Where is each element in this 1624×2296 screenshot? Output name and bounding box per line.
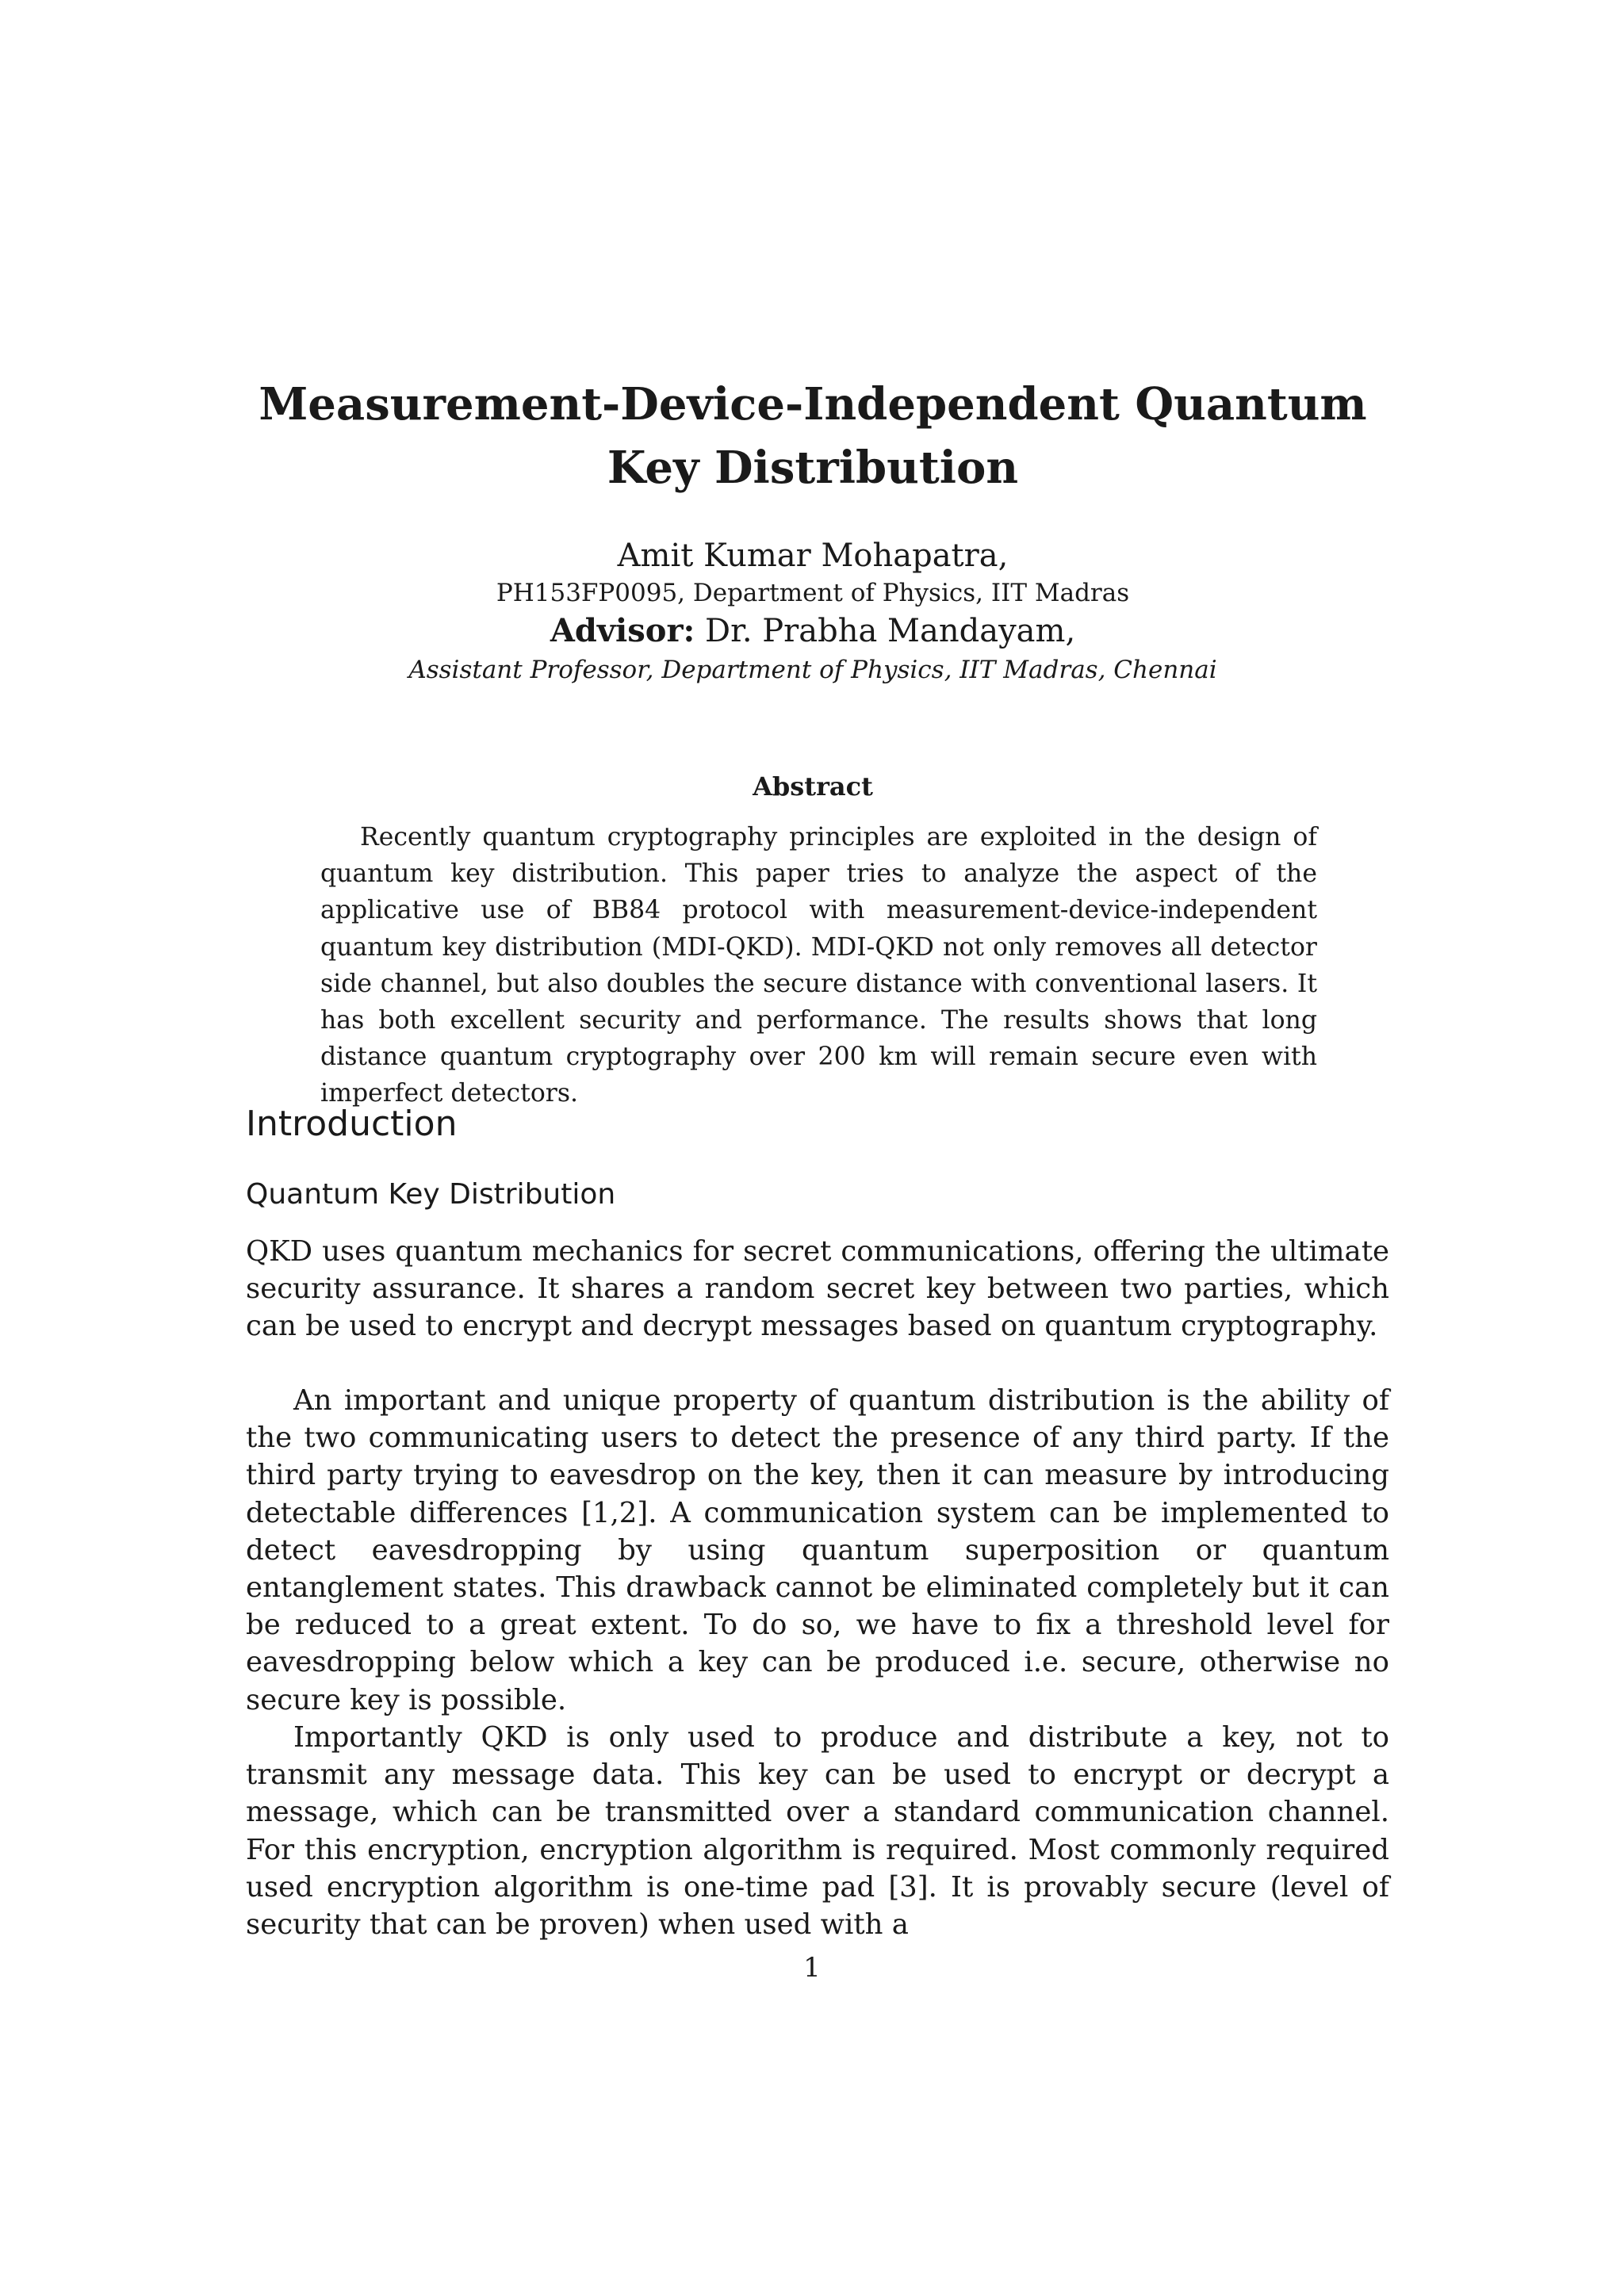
section-heading-introduction: Introduction (246, 1104, 458, 1144)
author-name: Amit Kumar Mohapatra, (617, 538, 1009, 574)
paper-title: Measurement-Device-Independent Quantum Key Distribution (259, 378, 1367, 494)
body-paragraph: QKD uses quantum mechanics for secret communications, offering the ultimate security assurance. It shares a random secret key between two parties, which can be used to encrypt and decrypt messages based on quantum cryptography. (246, 1235, 1389, 1343)
advisor-affiliation: Assistant Professor, Department of Physics, IIT Madras, Chennai (408, 656, 1217, 684)
abstract-heading: Abstract (753, 771, 873, 802)
author-block (246, 535, 1380, 687)
abstract-text: Recently quantum cryptography principles are exploited in the design of quantum key distribution. This paper tries to analyze the aspect of the applicative use of BB84 protocol with measurement-device-independent quantum key distribution (MDI-QKD). MDI-QKD not only removes all detector side channel, but also doubles the secure distance with conventional lasers. It has both excellent security and performance. The results shows that long distance quantum cryptography over 200 km will remain secure even with imperfect detectors. (320, 823, 1317, 1108)
advisor-line (246, 610, 1380, 652)
page-number: 1 (803, 1952, 821, 1984)
subsection-heading-qkd: Quantum Key Distribution (246, 1178, 616, 1211)
body-paragraph: Importantly QKD is only used to produce and distribute a key, not to transmit any message data. This key can be used to encrypt or decrypt a message, which can be transmitted over a standard communication channel. For this encryption, encryption algorithm is required. Most commonly required used encryption algorithm is one-time pad [3]. It is provably secure (level of security that can be proven) when used with a (246, 1721, 1389, 1942)
author-affiliation: PH153FP0095, Department of Physics, IIT Madras (496, 579, 1130, 607)
advisor-name: Dr. Prabha Mandayam, (705, 613, 1076, 649)
advisor-label: Advisor: (550, 612, 695, 649)
body-paragraph: An important and unique property of quantum distribution is the ability of the two communicating users to detect the presence of any third party. If the third party trying to eavesdrop on the key, then it can measure by introducing detectable differences [1,2]. A communication system can be implemented to detect eavesdropping by using quantum superposition or quantum entanglement states. This drawback cannot be eliminated completely but it can be reduced to a great extent. To do so, we have to fix a threshold level for eavesdropping below which a key can be produced i.e. secure, otherwise no secure key is possible. (246, 1384, 1389, 1716)
